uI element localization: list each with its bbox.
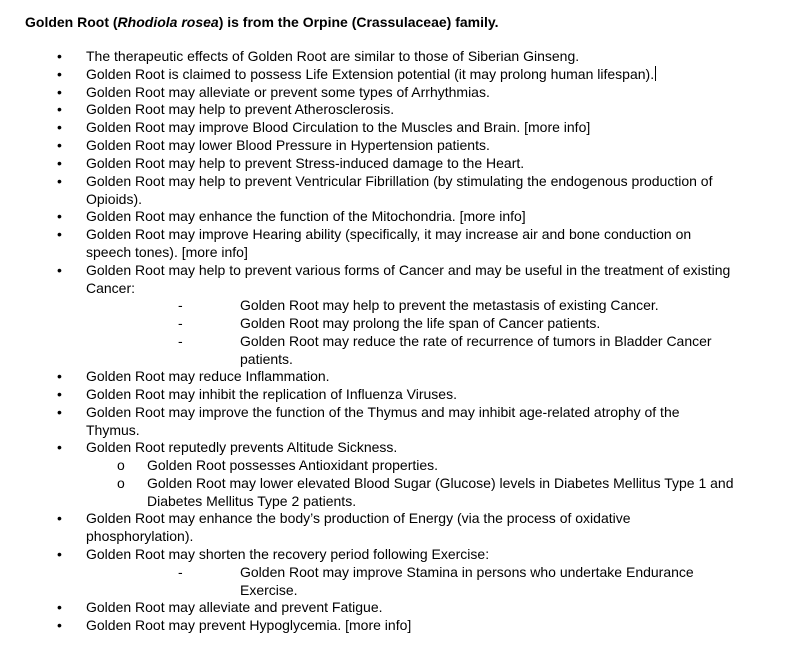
bullet-marker: • xyxy=(57,155,62,171)
sub-list-item-text: patients. xyxy=(240,350,293,367)
list-item-text: Golden Root may enhance the function of the Mitochondria. [more info] xyxy=(86,208,526,224)
text-cursor xyxy=(655,66,656,81)
bullet-marker: • xyxy=(57,208,62,224)
list-item-text: Golden Root may help to prevent Ventricular Fibrillation (by stimulating the endogenous production of xyxy=(86,173,713,189)
bullet-marker: • xyxy=(57,101,62,117)
bullet-marker: • xyxy=(57,546,62,562)
list-item-text: Golden Root reputedly prevents Altitude Sickness. xyxy=(86,439,398,455)
circle-marker: o xyxy=(117,475,125,491)
bullet-marker: • xyxy=(57,119,62,135)
circle-marker: o xyxy=(117,457,125,473)
bullet-marker: • xyxy=(57,173,62,189)
sub-list-item-text: Golden Root may reduce the rate of recurrence of tumors in Bladder Cancer xyxy=(240,333,712,349)
bullet-marker: • xyxy=(57,510,62,526)
bullet-marker: • xyxy=(57,84,62,100)
list-item-text: Thymus. xyxy=(86,421,140,438)
title-suffix: ) is from the Orpine (Crassulaceae) family. xyxy=(218,14,499,30)
sub-list-item-text: Golden Root may improve Stamina in persons who undertake Endurance xyxy=(240,564,694,580)
list-item-text: Golden Root may inhibit the replication of Influenza Viruses. xyxy=(86,386,457,402)
dash-marker: - xyxy=(178,315,183,331)
list-item-text: Golden Root may help to prevent Stress-induced damage to the Heart. xyxy=(86,155,525,171)
bullet-marker: • xyxy=(57,617,62,633)
dash-marker: - xyxy=(178,564,183,580)
bullet-marker: • xyxy=(57,137,62,153)
sub-list-item-text: Golden Root may prolong the life span of Cancer patients. xyxy=(240,315,601,331)
bullet-marker: • xyxy=(57,368,62,384)
list-item-text: Golden Root may improve Blood Circulation to the Muscles and Brain. [more info] xyxy=(86,119,591,135)
title-prefix: Golden Root ( xyxy=(25,14,118,30)
list-item-text: Golden Root may enhance the body’s production of Energy (via the process of oxidative xyxy=(86,510,631,526)
bullet-marker: • xyxy=(57,386,62,402)
title-italic: Rhodiola rosea xyxy=(117,14,219,30)
dash-marker: - xyxy=(178,297,183,313)
list-item-text: Golden Root is claimed to possess Life Extension potential (it may prolong human lifespan). xyxy=(86,66,655,82)
sub-list-item-text: Golden Root possesses Antioxidant properties. xyxy=(147,457,439,473)
list-item-text: Golden Root may alleviate and prevent Fatigue. xyxy=(86,599,383,615)
list-item-text: Golden Root may improve Hearing ability (specifically, it may increase air and bone conduction on xyxy=(86,226,692,242)
list-item-text: Golden Root may lower Blood Pressure in Hypertension patients. xyxy=(86,137,490,153)
list-item-text: The therapeutic effects of Golden Root are similar to those of Siberian Ginseng. xyxy=(86,48,580,64)
list-item-text: Golden Root may prevent Hypoglycemia. [more info] xyxy=(86,617,412,633)
list-item-text: Golden Root may help to prevent various forms of Cancer and may be useful in the treatment of existing xyxy=(86,262,731,278)
bullet-marker: • xyxy=(57,48,62,64)
bullet-marker: • xyxy=(57,404,62,420)
list-item-text: Golden Root may alleviate or prevent some types of Arrhythmias. xyxy=(86,84,490,100)
list-item-text: Opioids). xyxy=(86,190,143,207)
document-title xyxy=(25,14,499,31)
bullet-marker: • xyxy=(57,66,62,82)
bullet-marker: • xyxy=(57,262,62,278)
list-item-text: Golden Root may help to prevent Atherosclerosis. xyxy=(86,101,395,117)
sub-list-item-text: Exercise. xyxy=(240,581,298,598)
sub-list-item-text: Diabetes Mellitus Type 2 patients. xyxy=(147,492,357,509)
list-item-text: speech tones). [more info] xyxy=(86,243,248,260)
list-item-text: Cancer: xyxy=(86,279,136,296)
dash-marker: - xyxy=(178,333,183,349)
list-item-text: Golden Root may reduce Inflammation. xyxy=(86,368,330,384)
sub-list-item-text: Golden Root may lower elevated Blood Sugar (Glucose) levels in Diabetes Mellitus Type 1 and xyxy=(147,475,734,491)
bullet-marker: • xyxy=(57,226,62,242)
sub-list-item-text: Golden Root may help to prevent the metastasis of existing Cancer. xyxy=(240,297,659,313)
list-item-text: phosphorylation). xyxy=(86,527,194,544)
list-item-text: Golden Root may improve the function of the Thymus and may inhibit age-related atrophy of the xyxy=(86,404,680,420)
list-item-text: Golden Root may shorten the recovery period following Exercise: xyxy=(86,546,490,562)
bullet-marker: • xyxy=(57,439,62,455)
bullet-marker: • xyxy=(57,599,62,615)
